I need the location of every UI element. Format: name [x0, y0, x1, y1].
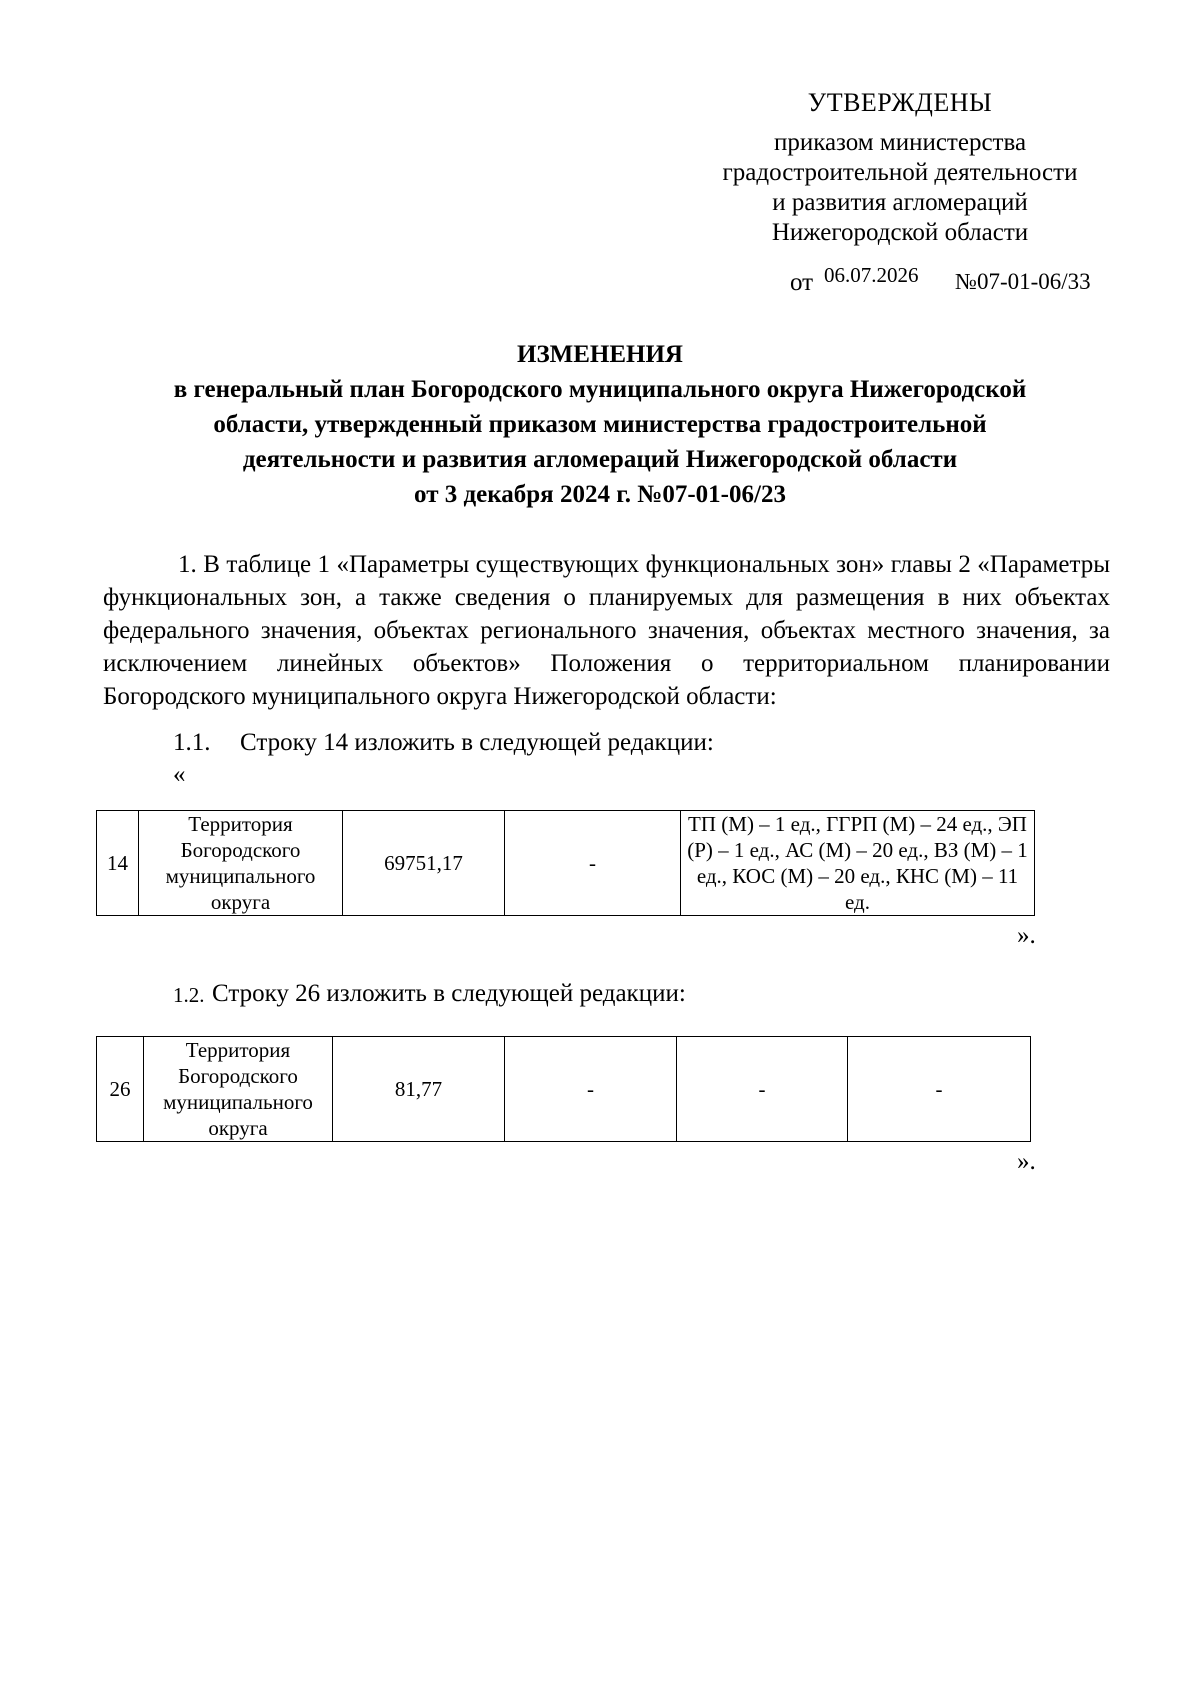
open-quote-1: «: [173, 761, 186, 788]
order-date: 06.07.2026: [824, 263, 919, 287]
document-title: ИЗМЕНЕНИЯ: [517, 341, 683, 368]
close-quote-1: ».: [1017, 922, 1036, 949]
item-1-1-text: Строку 14 изложить в следующей редакции:: [240, 729, 714, 756]
item-1-2-text: Строку 26 изложить в следующей редакции:: [212, 980, 686, 1007]
title-line-1: в генеральный план Богородского муниципального округа Нижегородской: [173, 376, 1027, 403]
empty-cell: -: [505, 811, 681, 916]
table-row-26: [96, 1036, 1031, 1142]
order-number: №07-01-06/33: [955, 269, 1091, 294]
territory-cell: Территория Богородского муниципального округа: [139, 811, 343, 916]
row-number: 26: [97, 1037, 144, 1142]
empty-cell-6: -: [848, 1037, 1031, 1142]
approval-heading: УТВЕРЖДЕНЫ: [807, 88, 993, 117]
objects-cell: ТП (М) – 1 ед., ГГРП (М) – 24 ед., ЭП (Р) – 1 ед., АС (М) – 20 ед., ВЗ (М) – 1 ед., КОС (М) – 20 ед., КНС (М) – 11 ед.: [681, 811, 1035, 916]
body-paragraph: 1. В таблице 1 «Параметры существующих функциональных зон» главы 2 «Параметры функциональных зон, а также сведения о планируемых для размещения в них объектах федерального значения, объектах регионального значения, объектах местного значения, за исключением линейных объектов» Положения о территориальном планировании Богородского муниципального округа Нижегородской области:: [103, 551, 1110, 710]
table-row-14: [96, 810, 1035, 916]
item-1-1-number: 1.1.: [173, 729, 211, 756]
title-line-4: от 3 декабря 2024 г. №07-01-06/23: [414, 481, 786, 508]
area-cell: 81,77: [333, 1037, 505, 1142]
empty-cell-5: -: [677, 1037, 848, 1142]
table-row: [97, 811, 1035, 916]
row-number: 14: [97, 811, 139, 916]
approval-line-4: Нижегородской области: [771, 219, 1029, 246]
approval-line-2: градостроительной деятельности: [722, 159, 1078, 186]
order-date-row: [790, 265, 1120, 299]
empty-cell-4: -: [505, 1037, 677, 1142]
area-cell: 69751,17: [343, 811, 505, 916]
date-prefix: от: [790, 269, 814, 296]
table-row: [97, 1037, 1031, 1142]
close-quote-2: ».: [1017, 1148, 1036, 1175]
approval-line-3: и развития агломераций: [772, 189, 1028, 216]
title-line-3: деятельности и развития агломераций Нижегородской области: [242, 446, 958, 473]
approval-line-1: приказом министерства: [773, 129, 1027, 156]
item-1-2-number: 1.2.: [173, 983, 205, 1007]
title-line-2: области, утвержденный приказом министерства градостроительной: [213, 411, 987, 438]
territory-cell: Территория Богородского муниципального округа: [144, 1037, 333, 1142]
